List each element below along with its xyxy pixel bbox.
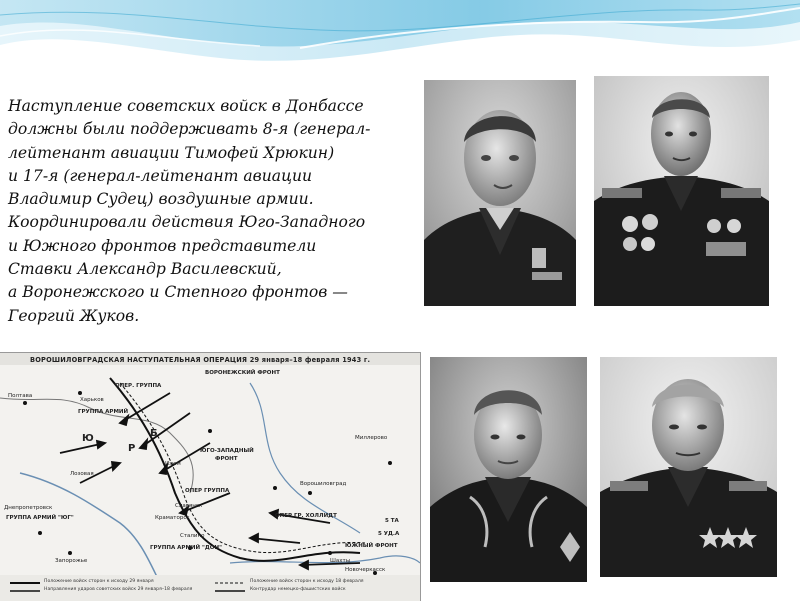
map-label: ВОРОНЕЖСКИЙ ФРОНТ (205, 370, 280, 376)
map-label: Р (128, 443, 136, 454)
text-line: Наступление советских войск в Донбассе (8, 97, 364, 115)
map-label: ГРУППА АРМИЙ "ДОН" (150, 545, 222, 551)
map-label: Запорожье (55, 558, 88, 564)
map-label: Шахты (330, 558, 351, 564)
map-label: Харьков (80, 397, 104, 403)
header-wave-decoration (0, 0, 800, 80)
map-label: Ворошиловград (300, 481, 347, 487)
description-text (8, 95, 408, 328)
text-line: и 17-я (генерал-лейтенант авиации (8, 166, 313, 185)
map-label: Сталино (180, 533, 205, 539)
map-label: Славянск (175, 503, 203, 509)
text-line: Ставки Александр Василевский, (8, 260, 282, 279)
map-label: ОПЕР. ГРУППА (115, 383, 162, 389)
map-label: ГРУППА АРМИЙ (78, 409, 129, 415)
portrait-timofey-khryukin (424, 80, 576, 306)
map-label: Изюм (165, 461, 181, 467)
text-line: Владимир Судец) воздушные армии. (8, 190, 314, 209)
map-label: ОПЕР ГРУППА (185, 488, 230, 494)
map-label: ФРОНТ (215, 456, 238, 462)
map-title: ВОРОШИЛОВГРАДСКАЯ НАСТУПАТЕЛЬНАЯ ОПЕРАЦИЯ 29 января–18 февраля 1943 г. (30, 356, 371, 364)
text-line: должны были поддерживать 8-я (генерал- (8, 120, 371, 139)
map-voroshilovgrad-operation (0, 352, 421, 601)
map-label: Лозовая (70, 471, 94, 477)
map-label: ГРУППА АРМИЙ "ЮГ" (6, 515, 74, 521)
portrait-alexander-vasilevsky (430, 357, 587, 582)
map-legend-item: Положение войск сторон к исходу 29 января (44, 579, 154, 584)
text-line: Координировали действия Юго-Западного (8, 213, 366, 232)
text-line: а Воронежского и Степного фронтов — (8, 283, 348, 302)
map-label: Днепропетровск (4, 505, 53, 511)
map-label: 5 УД.А (378, 531, 400, 537)
map-label: ОПЕР ГР. ХОЛЛИДТ (275, 513, 337, 519)
map-label: ЮЖНЫЙ ФРОНТ (345, 543, 398, 549)
text-line: и Южного фронтов представители (8, 236, 317, 255)
map-label: Краматорск (155, 515, 190, 521)
map-legend-item: Направления ударов советских войск 29 января–18 февраля (44, 587, 193, 592)
portrait-vladimir-sudets (594, 76, 769, 306)
map-label: Б (150, 428, 158, 439)
text-line: Георгий Жуков. (8, 306, 140, 325)
map-legend-item: Контрудар немецко-фашистских войск (250, 587, 346, 592)
map-label: Ю (82, 433, 94, 444)
portrait-georgy-zhukov (600, 357, 777, 577)
map-label: ЮГО-ЗАПАДНЫЙ (200, 448, 254, 454)
map-label: Новочеркасск (345, 567, 386, 573)
map-legend-item: Положение войск сторон к исходу 18 февраля (250, 579, 364, 584)
text-line: лейтенант авиации Тимофей Хрюкин) (8, 143, 335, 162)
map-label: Полтава (8, 393, 33, 399)
map-label: Миллерово (355, 435, 388, 441)
map-label: 5 ТА (385, 518, 399, 524)
